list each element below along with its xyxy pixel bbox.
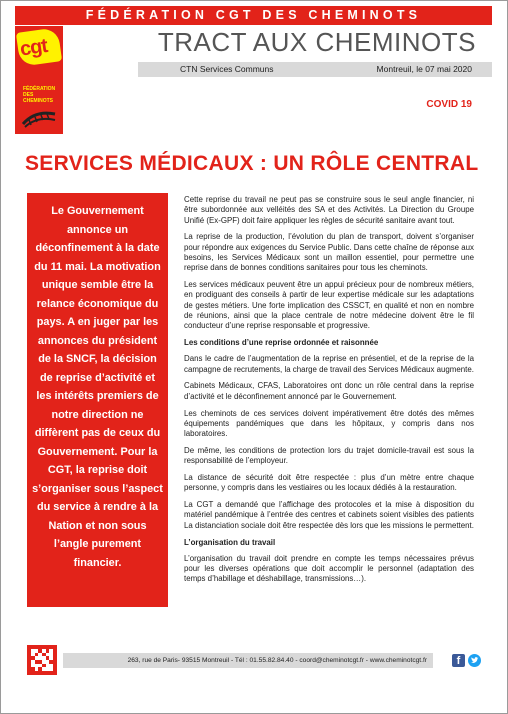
cgt-wordmark: cgt	[18, 34, 49, 61]
cgt-logo	[15, 26, 63, 134]
rails-icon	[21, 108, 57, 128]
twitter-icon[interactable]	[468, 654, 481, 667]
twitter-bird-icon	[468, 654, 481, 667]
topic-tag: COVID 19	[426, 99, 472, 110]
tract-title: TRACT AUX CHEMINOTS	[157, 27, 476, 57]
facebook-icon[interactable]: f	[452, 654, 465, 667]
footer-contact: 263, rue de Paris- 93515 Montreuil - Tél : 01.55.82.84.40 - coord@cheminotcgt.fr - www.cheminotcgt.fr	[63, 653, 433, 668]
paragraph: Cette reprise du travail ne peut pas se construire sous le seul angle financier, ni être subordonnée aux velléités des SA et des Activités. La Direction du Groupe Unifié (Ex-GPF) doit faire appliquer les règles de sécurité sanitaire avant tout.	[184, 195, 474, 225]
federation-banner: FÉDÉRATION CGT DES CHEMINOTS	[15, 6, 492, 25]
info-bar	[138, 62, 492, 77]
place-date: Montreuil, le 07 mai 2020	[376, 64, 472, 74]
intro-sidebox: Le Gouvernement annonce un déconfinement à la date du 11 mai. La motivation unique semble être la relance économique du pays. A en juger par les annonces du président de la SNCF, la décision de reprise d’activité et les intérêts premiers de notre direction ne diffèrent pas de ceux du Gouvernement. Pour la CGT, la reprise doit s’organiser sous l’aspect du service à rendre à la Nation et non sous l’angle purement financier.	[27, 193, 168, 607]
section-heading: Les conditions d’une reprise ordonnée et raisonnée	[184, 338, 379, 348]
paragraph: L’organisation du travail doit prendre en compte les temps nécessaires prévus pour les diverses opérations que doit accomplir le personnel (adaptation des temps d’habillage et déshabillage, transmissions…).	[184, 553, 474, 584]
qr-code[interactable]	[27, 645, 57, 675]
cgt-wordmark-badge	[16, 27, 62, 67]
paragraph: Cabinets Médicaux, CFAS, Laboratoires ont donc un rôle central dans la reprise d’activité et le déconfinement annoncé par le Gouvernement.	[184, 381, 474, 401]
logo-subtitle: FÉDÉRATION DES CHEMINOTS	[23, 86, 56, 104]
service-name: CTN Services Communs	[180, 64, 274, 74]
main-column	[184, 195, 474, 591]
paragraph: De même, les conditions de protection lors du trajet domicile-travail est sous la responsabilité de l’employeur.	[184, 445, 474, 466]
paragraph: Les cheminots de ces services doivent impérativement être dotés des mêmes équipements pandémiques que dans les hôpitaux, y compris dans nos laboratoires.	[184, 408, 474, 439]
qr-pattern	[31, 649, 53, 671]
paragraph: La reprise de la production, l’évolution du plan de transport, doivent s’organiser pour répondre aux exigences du Service Public. Dans cette chaîne de réponse aux besoins, les Services Médicaux sont un maillon essentiel, pour permettre une reprise dans de bonnes conditions sanitaires pour tous les cheminots.	[184, 232, 474, 273]
headline: SERVICES MÉDICAUX : UN RÔLE CENTRAL	[25, 152, 479, 175]
paragraph: Dans le cadre de l’augmentation de la reprise en présentiel, et de la reprise de la campagne de recrutements, la charge de travail des Services Médicaux augmente.	[184, 354, 474, 374]
paragraph: La distance de sécurité doit être respectée : plus d’un mètre entre chaque personne, y compris dans les vestiaires ou les locaux dédiés à la restauration.	[184, 473, 474, 493]
paragraph: Les services médicaux peuvent être un appui précieux pour de nombreux métiers, en prodiguant des conseils à partir de leur expertise médicale sur les adaptations de gestes métiers. Une forte implication des CSSCT, en qualité et non en nombre de réunions, ainsi que la place centrale de notre médecine doivent être le fil conducteur d’une reprise responsable et progressive.	[184, 280, 474, 331]
section-heading: L’organisation du travail	[184, 537, 276, 547]
paragraph: La CGT a demandé que l’affichage des protocoles et la mise à disposition du matériel pandémique à l’entrée des centres et cabinets soient visibles des patients La distanciation sociale doit être respectée dès lors que les missions le permettent.	[184, 500, 474, 530]
